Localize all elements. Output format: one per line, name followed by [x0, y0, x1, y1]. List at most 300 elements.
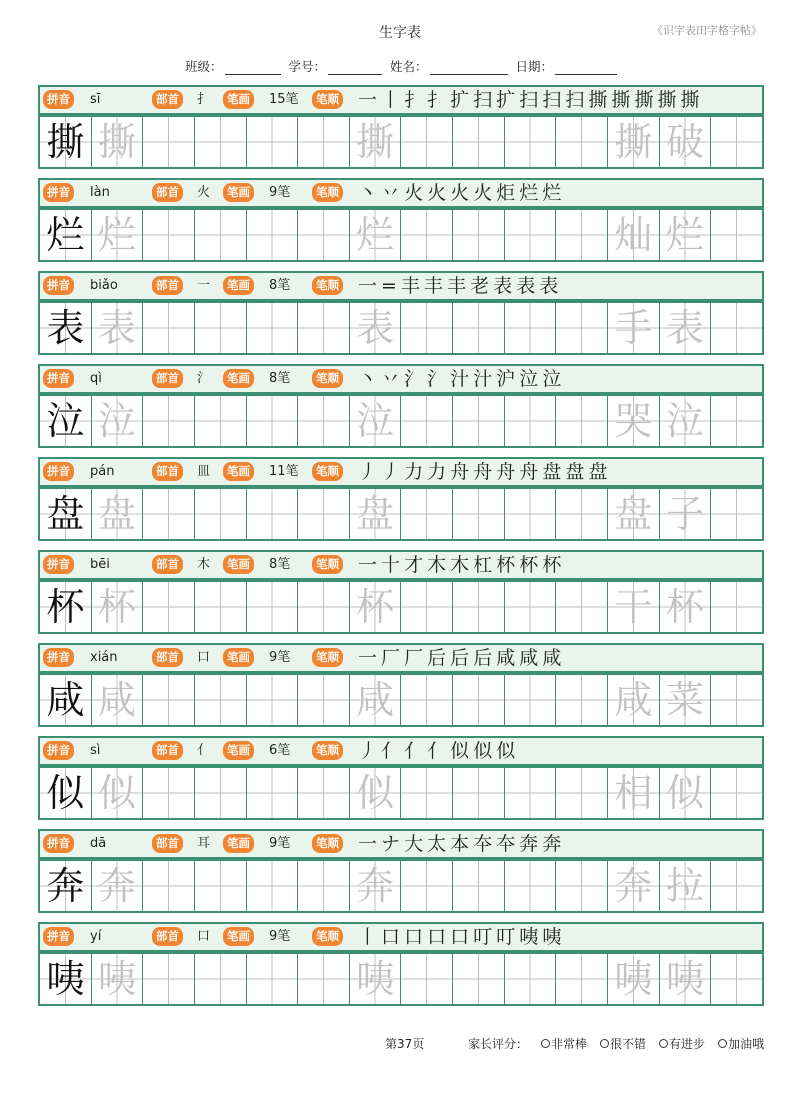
word-character: 拉 — [666, 864, 705, 908]
stroke-order-tag: 笔顺 — [312, 90, 343, 109]
radical-value: 耳 — [197, 836, 211, 851]
trace-character-cell[interactable] — [659, 675, 711, 725]
model-character: 咦 — [46, 957, 85, 1001]
practice-cell[interactable] — [504, 489, 556, 539]
practice-cell[interactable] — [452, 768, 504, 818]
stroke-order-sequence: 丶 丷 氵 氵 汁 汁 沪 泣 泣 — [358, 368, 561, 390]
stroke-order-sequence: 丿 丿 力 力 舟 舟 舟 舟 盘 盘 盘 — [358, 461, 607, 483]
practice-cell[interactable] — [246, 768, 298, 818]
word-character: 盘 — [614, 492, 653, 536]
practice-cell[interactable] — [504, 396, 556, 446]
practice-cell[interactable] — [710, 954, 762, 1004]
practice-cell[interactable] — [297, 210, 349, 260]
practice-cell[interactable] — [194, 768, 246, 818]
tianzige-grid — [38, 394, 764, 448]
practice-cell[interactable] — [452, 117, 504, 167]
trace-character-cell[interactable] — [91, 954, 143, 1004]
word-character: 相 — [614, 771, 653, 815]
trace-character-cell[interactable] — [659, 303, 711, 353]
stroke-count-value: 9笔 — [269, 185, 291, 200]
radical-tag: 部首 — [152, 276, 183, 295]
stroke-order-sequence: 一 十 才 木 木 杠 杯 杯 杯 — [358, 554, 561, 576]
trace-character: 撕 — [356, 120, 395, 164]
student-number-field[interactable] — [289, 57, 383, 75]
practice-cell[interactable] — [710, 303, 762, 353]
practice-cell[interactable] — [297, 768, 349, 818]
radio-circle-icon[interactable] — [541, 1039, 550, 1048]
practice-cell[interactable] — [246, 210, 298, 260]
practice-cell[interactable] — [710, 675, 762, 725]
practice-cell[interactable] — [504, 954, 556, 1004]
practice-cell[interactable] — [400, 303, 452, 353]
pinyin-tag: 拼音 — [43, 834, 74, 853]
practice-cell[interactable] — [504, 675, 556, 725]
practice-cell[interactable] — [194, 303, 246, 353]
word-character: 哭 — [614, 399, 653, 443]
stroke-order-sequence: 一 厂 厂 后 后 后 咸 咸 咸 — [358, 647, 561, 669]
date-label: 日期： — [515, 59, 554, 74]
practice-cell[interactable] — [452, 489, 504, 539]
practice-cell[interactable] — [246, 117, 298, 167]
date-field[interactable] — [516, 57, 618, 75]
pinyin-tag: 拼音 — [43, 276, 74, 295]
practice-cell[interactable] — [400, 675, 452, 725]
practice-cell[interactable] — [194, 210, 246, 260]
radical-value: 氵 — [197, 371, 211, 386]
practice-cell[interactable] — [142, 954, 194, 1004]
practice-cell[interactable] — [297, 117, 349, 167]
pinyin-value: làn — [90, 185, 110, 200]
character-info-bar — [38, 271, 764, 301]
model-character-cell[interactable] — [40, 303, 91, 353]
model-character-cell[interactable] — [40, 117, 91, 167]
practice-cell[interactable] — [142, 117, 194, 167]
practice-cell[interactable] — [246, 582, 298, 632]
character-info-bar — [38, 922, 764, 952]
practice-cell[interactable] — [452, 582, 504, 632]
rating-option-excellent[interactable]: 非常棒 — [541, 1035, 587, 1052]
trace-character: 泣 — [97, 399, 136, 443]
pinyin-tag: 拼音 — [43, 927, 74, 946]
trace-character: 似 — [97, 771, 136, 815]
practice-cell[interactable] — [246, 675, 298, 725]
stroke-count-tag: 笔画 — [223, 462, 254, 481]
practice-cell[interactable] — [297, 861, 349, 911]
trace-character-cell[interactable] — [659, 117, 711, 167]
model-character-cell[interactable] — [40, 489, 91, 539]
radio-circle-icon[interactable] — [659, 1039, 668, 1048]
trace-character: 奔 — [97, 864, 136, 908]
practice-cell[interactable] — [710, 489, 762, 539]
trace-character-cell[interactable] — [659, 396, 711, 446]
trace-character-cell[interactable] — [659, 489, 711, 539]
trace-character-cell[interactable] — [607, 303, 659, 353]
trace-character-cell[interactable] — [349, 954, 401, 1004]
trace-character-cell[interactable] — [91, 117, 143, 167]
radical-tag: 部首 — [152, 369, 183, 388]
model-character: 泣 — [46, 399, 85, 443]
character-row — [38, 85, 764, 169]
practice-cell[interactable] — [142, 768, 194, 818]
stroke-order-tag: 笔顺 — [312, 927, 343, 946]
trace-character-cell[interactable] — [349, 768, 401, 818]
trace-character: 杯 — [97, 585, 136, 629]
trace-character-cell[interactable] — [659, 954, 711, 1004]
character-info-bar — [38, 643, 764, 673]
trace-character-cell[interactable] — [91, 396, 143, 446]
trace-character-cell[interactable] — [91, 489, 143, 539]
character-info-bar — [38, 178, 764, 208]
practice-cell[interactable] — [297, 954, 349, 1004]
practice-cell[interactable] — [246, 489, 298, 539]
stroke-order-tag: 笔顺 — [312, 741, 343, 760]
tianzige-grid — [38, 952, 764, 1006]
trace-character-cell[interactable] — [91, 768, 143, 818]
trace-character-cell[interactable] — [659, 861, 711, 911]
trace-character-cell[interactable] — [607, 117, 659, 167]
stroke-count-tag: 笔画 — [223, 276, 254, 295]
model-character: 烂 — [46, 213, 85, 257]
trace-character: 杯 — [356, 585, 395, 629]
character-row — [38, 457, 764, 541]
rating-option-progress[interactable]: 有进步 — [659, 1035, 705, 1052]
practice-cell[interactable] — [297, 489, 349, 539]
character-row — [38, 829, 764, 913]
word-character: 似 — [666, 771, 705, 815]
radical-value: 扌 — [197, 92, 211, 107]
trace-character: 咦 — [356, 957, 395, 1001]
stroke-order-sequence: 丨 口 口 口 口 叮 叮 咦 咦 — [358, 926, 561, 948]
practice-cell[interactable] — [452, 396, 504, 446]
stroke-count-tag: 笔画 — [223, 741, 254, 760]
stroke-order-sequence: 丿 亻 亻 亻 似 似 似 — [358, 740, 515, 762]
radical-value: 木 — [197, 557, 211, 572]
practice-cell[interactable] — [194, 396, 246, 446]
trace-character-cell[interactable] — [349, 396, 401, 446]
practice-cell[interactable] — [400, 768, 452, 818]
practice-cell[interactable] — [400, 396, 452, 446]
word-character: 手 — [614, 306, 653, 350]
trace-character-cell[interactable] — [607, 489, 659, 539]
name-blank[interactable] — [430, 62, 508, 75]
practice-cell[interactable] — [142, 210, 194, 260]
practice-cell[interactable] — [142, 861, 194, 911]
practice-cell[interactable] — [452, 954, 504, 1004]
stroke-order-tag: 笔顺 — [312, 276, 343, 295]
model-character-cell[interactable] — [40, 954, 91, 1004]
trace-character-cell[interactable] — [349, 117, 401, 167]
character-row — [38, 922, 764, 1006]
practice-cell[interactable] — [555, 210, 607, 260]
trace-character: 烂 — [97, 213, 136, 257]
model-character: 杯 — [46, 585, 85, 629]
trace-character-cell[interactable] — [607, 210, 659, 260]
practice-cell[interactable] — [246, 861, 298, 911]
trace-character-cell[interactable] — [607, 396, 659, 446]
practice-cell[interactable] — [400, 117, 452, 167]
radical-value: 口 — [197, 929, 211, 944]
pinyin-value: qì — [90, 371, 102, 386]
practice-cell[interactable] — [400, 861, 452, 911]
stroke-count-value: 8笔 — [269, 557, 291, 572]
student-number-blank[interactable] — [328, 62, 382, 75]
model-character-cell[interactable] — [40, 396, 91, 446]
trace-character-cell[interactable] — [91, 210, 143, 260]
pinyin-value: pán — [90, 464, 115, 479]
model-character-cell[interactable] — [40, 675, 91, 725]
trace-character: 咸 — [356, 678, 395, 722]
character-info-bar — [38, 829, 764, 859]
character-row — [38, 643, 764, 727]
practice-cell[interactable] — [400, 954, 452, 1004]
trace-character-cell[interactable] — [659, 768, 711, 818]
practice-cell[interactable] — [142, 303, 194, 353]
model-character: 似 — [46, 771, 85, 815]
practice-cell[interactable] — [142, 489, 194, 539]
trace-character-cell[interactable] — [91, 675, 143, 725]
trace-character: 表 — [356, 306, 395, 350]
word-character: 表 — [666, 306, 705, 350]
radical-tag: 部首 — [152, 741, 183, 760]
student-number-label: 学号： — [288, 59, 327, 74]
radical-tag: 部首 — [152, 834, 183, 853]
trace-character-cell[interactable] — [349, 303, 401, 353]
practice-cell[interactable] — [297, 303, 349, 353]
rating-label: 家长评分： — [468, 1037, 529, 1051]
radical-tag: 部首 — [152, 462, 183, 481]
trace-character-cell[interactable] — [91, 582, 143, 632]
practice-cell[interactable] — [555, 675, 607, 725]
stroke-order-sequence: 一 ナ 大 太 本 夲 夲 奔 奔 — [358, 833, 561, 855]
stroke-order-tag: 笔顺 — [312, 183, 343, 202]
practice-cell[interactable] — [555, 303, 607, 353]
practice-cell[interactable] — [555, 954, 607, 1004]
trace-character-cell[interactable] — [659, 582, 711, 632]
word-character: 奔 — [614, 864, 653, 908]
radical-tag: 部首 — [152, 648, 183, 667]
trace-character-cell[interactable] — [607, 954, 659, 1004]
word-character: 破 — [666, 120, 705, 164]
practice-cell[interactable] — [194, 954, 246, 1004]
stroke-order-sequence: 一 丨 扌 扌 扩 扫 扩 扫 扫 扫 撕 撕 撕 撕 撕 — [358, 89, 699, 111]
trace-character-cell[interactable] — [349, 582, 401, 632]
practice-cell[interactable] — [710, 768, 762, 818]
trace-character: 盘 — [356, 492, 395, 536]
stroke-count-tag: 笔画 — [223, 555, 254, 574]
class-field[interactable] — [185, 57, 281, 75]
model-character-cell[interactable] — [40, 582, 91, 632]
trace-character-cell[interactable] — [607, 768, 659, 818]
practice-cell[interactable] — [555, 861, 607, 911]
practice-cell[interactable] — [194, 117, 246, 167]
trace-character-cell[interactable] — [659, 210, 711, 260]
trace-character: 咸 — [97, 678, 136, 722]
practice-cell[interactable] — [504, 210, 556, 260]
practice-cell[interactable] — [142, 675, 194, 725]
practice-cell[interactable] — [710, 396, 762, 446]
practice-cell[interactable] — [555, 768, 607, 818]
word-character: 咦 — [614, 957, 653, 1001]
practice-cell[interactable] — [710, 582, 762, 632]
practice-cell[interactable] — [297, 675, 349, 725]
trace-character: 奔 — [356, 864, 395, 908]
trace-character-cell[interactable] — [91, 861, 143, 911]
stroke-count-tag: 笔画 — [223, 927, 254, 946]
stroke-order-sequence: 丶 丷 火 火 火 火 炬 烂 烂 — [358, 182, 561, 204]
practice-cell[interactable] — [194, 861, 246, 911]
practice-cell[interactable] — [142, 396, 194, 446]
trace-character-cell[interactable] — [91, 303, 143, 353]
trace-character: 撕 — [97, 120, 136, 164]
radical-value: 亻 — [197, 743, 211, 758]
practice-cell[interactable] — [400, 489, 452, 539]
practice-cell[interactable] — [194, 675, 246, 725]
practice-cell[interactable] — [710, 861, 762, 911]
rating-option-good[interactable]: 很不错 — [600, 1035, 646, 1052]
radical-value: 口 — [197, 650, 211, 665]
tianzige-grid — [38, 580, 764, 634]
practice-cell[interactable] — [452, 210, 504, 260]
radical-tag: 部首 — [152, 555, 183, 574]
model-character-cell[interactable] — [40, 210, 91, 260]
trace-character: 盘 — [97, 492, 136, 536]
trace-character-cell[interactable] — [607, 582, 659, 632]
pinyin-value: sì — [90, 743, 101, 758]
practice-cell[interactable] — [246, 396, 298, 446]
page-number: 第37页 — [385, 1037, 425, 1051]
practice-cell[interactable] — [452, 861, 504, 911]
name-field[interactable] — [390, 57, 508, 75]
student-info-line — [185, 57, 625, 75]
name-label: 姓名： — [390, 59, 428, 74]
stroke-order-tag: 笔顺 — [312, 462, 343, 481]
tianzige-grid — [38, 673, 764, 727]
model-character: 盘 — [46, 492, 85, 536]
pinyin-tag: 拼音 — [43, 369, 74, 388]
practice-cell[interactable] — [142, 582, 194, 632]
word-character: 咦 — [666, 957, 705, 1001]
class-blank[interactable] — [225, 62, 281, 75]
stroke-order-tag: 笔顺 — [312, 648, 343, 667]
character-row — [38, 550, 764, 634]
practice-cell[interactable] — [555, 396, 607, 446]
word-character: 杯 — [666, 585, 705, 629]
word-character: 烂 — [666, 213, 705, 257]
pinyin-value: bēi — [90, 557, 110, 572]
stroke-count-tag: 笔画 — [223, 648, 254, 667]
series-title: 《识字表田字格字帖》 — [652, 24, 762, 37]
character-info-bar — [38, 457, 764, 487]
model-character-cell[interactable] — [40, 768, 91, 818]
word-character: 灿 — [614, 213, 653, 257]
practice-cell[interactable] — [194, 582, 246, 632]
trace-character-cell[interactable] — [349, 489, 401, 539]
trace-character: 泣 — [356, 399, 395, 443]
character-row — [38, 271, 764, 355]
practice-cell[interactable] — [452, 303, 504, 353]
trace-character-cell[interactable] — [349, 675, 401, 725]
stroke-order-tag: 笔顺 — [312, 369, 343, 388]
practice-cell[interactable] — [297, 396, 349, 446]
practice-cell[interactable] — [400, 210, 452, 260]
radical-tag: 部首 — [152, 927, 183, 946]
model-character: 表 — [46, 306, 85, 350]
practice-cell[interactable] — [504, 303, 556, 353]
character-info-bar — [38, 550, 764, 580]
practice-cell[interactable] — [710, 210, 762, 260]
practice-cell[interactable] — [710, 117, 762, 167]
model-character: 撕 — [46, 120, 85, 164]
radio-circle-icon[interactable] — [718, 1039, 727, 1048]
practice-cell[interactable] — [504, 861, 556, 911]
tianzige-grid — [38, 208, 764, 262]
radio-circle-icon[interactable] — [600, 1039, 609, 1048]
word-character: 咸 — [614, 678, 653, 722]
stroke-order-sequence: 一 = 丰 丰 丰 老 表 表 表 — [358, 275, 558, 297]
trace-character: 咦 — [97, 957, 136, 1001]
pinyin-tag: 拼音 — [43, 462, 74, 481]
stroke-count-value: 6笔 — [269, 743, 291, 758]
pinyin-value: biǎo — [90, 278, 118, 293]
practice-cell[interactable] — [504, 117, 556, 167]
practice-cell[interactable] — [555, 582, 607, 632]
practice-cell[interactable] — [504, 582, 556, 632]
practice-cell[interactable] — [452, 675, 504, 725]
trace-character-cell[interactable] — [349, 210, 401, 260]
radical-value: 皿 — [197, 464, 211, 479]
stroke-count-tag: 笔画 — [223, 90, 254, 109]
trace-character-cell[interactable] — [349, 861, 401, 911]
character-row — [38, 178, 764, 262]
word-character: 干 — [614, 585, 653, 629]
stroke-count-value: 9笔 — [269, 650, 291, 665]
character-row — [38, 364, 764, 448]
trace-character: 似 — [356, 771, 395, 815]
practice-cell[interactable] — [297, 582, 349, 632]
rating-option-keep-going[interactable]: 加油哦 — [718, 1035, 764, 1052]
tianzige-grid — [38, 301, 764, 355]
pinyin-tag: 拼音 — [43, 90, 74, 109]
date-blank[interactable] — [555, 62, 617, 75]
practice-cell[interactable] — [194, 489, 246, 539]
model-character-cell[interactable] — [40, 861, 91, 911]
pinyin-value: dā — [90, 836, 107, 851]
stroke-count-value: 8笔 — [269, 371, 291, 386]
stroke-count-tag: 笔画 — [223, 369, 254, 388]
trace-character-cell[interactable] — [607, 861, 659, 911]
practice-cell[interactable] — [555, 489, 607, 539]
practice-cell[interactable] — [246, 954, 298, 1004]
tianzige-grid — [38, 859, 764, 913]
parent-rating — [468, 1035, 764, 1052]
radical-tag: 部首 — [152, 183, 183, 202]
trace-character: 表 — [97, 306, 136, 350]
practice-cell[interactable] — [504, 768, 556, 818]
radical-value: 火 — [197, 185, 211, 200]
stroke-count-value: 11笔 — [269, 464, 299, 479]
word-character: 撕 — [614, 120, 653, 164]
practice-cell[interactable] — [246, 303, 298, 353]
radical-value: 一 — [197, 278, 211, 293]
stroke-count-tag: 笔画 — [223, 834, 254, 853]
stroke-count-tag: 笔画 — [223, 183, 254, 202]
model-character: 奔 — [46, 864, 85, 908]
trace-character-cell[interactable] — [607, 675, 659, 725]
stroke-count-value: 8笔 — [269, 278, 291, 293]
pinyin-tag: 拼音 — [43, 555, 74, 574]
practice-cell[interactable] — [400, 582, 452, 632]
practice-cell[interactable] — [555, 117, 607, 167]
